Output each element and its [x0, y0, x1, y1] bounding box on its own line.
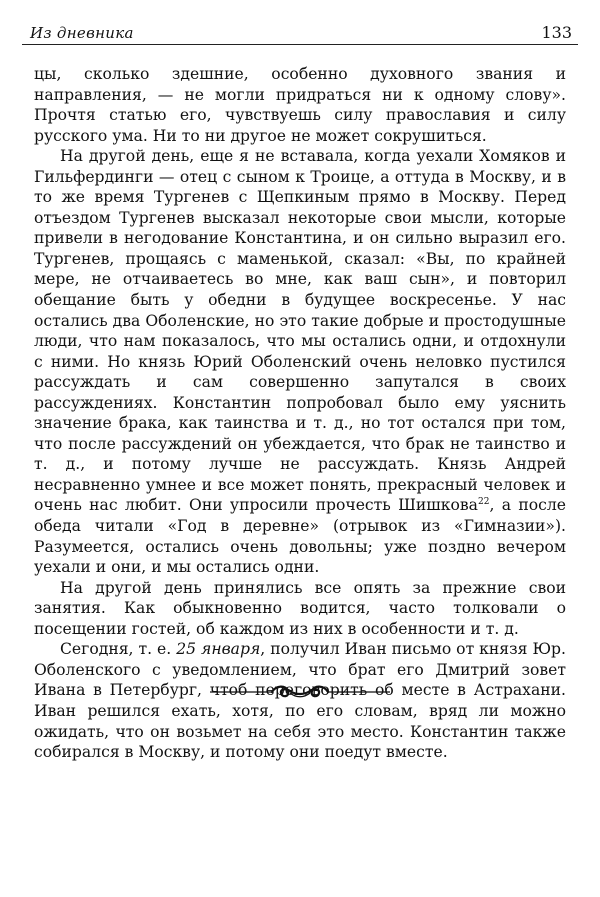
paragraph-text: На другой день, еще я не вставала, когда уехали Хомяков и Гильфердинги — отец с сыном к Троице, а оттуда в Москву, и в то же время Тургенев с Щепкиным прямо в Москву. Перед отъездом Тургенев высказал некоторые свои мысли, которые привели в негодование Константина, и он сильно выразил его. Тургенев, прощаясь с маменькой, сказал: «Вы, по крайней мере, не отчаиваетесь во мне, как ваш сын», и повторил обещание быть у обедни в будущее воскресенье. У нас остались два Оболенские, но это такие добрые и простодушные люди, что нам показалось, что мы остались одни, и отдохнули с ними. Но князь Юрий Оболенский очень неловко пустился рассуждать и сам совершенно запутался в своих рассуждениях. Константин попробовал было ему уяснить значение брака, как таинства и т. д., но тот остался при том, что после рассуждений он убеждается, что брак не таинство и т. д., и потому лучше не рассуждать. Князь Андрей несравненно умнее и все может понять, прекрасный человек и очень нас любит. Они упросили прочесть Шишкова [34, 147, 566, 515]
main-text [34, 64, 566, 763]
paragraph-continued: цы, сколько здешние, особенно духовного звания и направления, — не могли придраться ни к одному слову». Прочтя статью его, чувствуешь силу православия и силу русского ума. Ни то ни другое не может сокрушиться. [34, 65, 566, 145]
paragraph-text: , получил Иван письмо от князя Юр. Оболенского с уведомлением, что брат его Дмитрий зовет Ивана в Петербург, чтоб переговорить об месте в Астрахани. Иван решился ехать, хотя, по его словам, вряд ли можно ожидать, что он возьмет на себя это место. Константин также собирался в Москву, и потому они поедут вместе. [34, 640, 566, 762]
running-header [22, 20, 578, 45]
flourish-ornament-icon [210, 682, 390, 702]
paragraph-text: Сегодня, т. е. [60, 640, 177, 659]
footnote-reference[interactable]: 22 [477, 497, 490, 508]
page-number: 133 [541, 23, 572, 42]
paragraph-next-day: На другой день принялись все опять за прежние свои занятия. Как обыкновенно водится, часто толковали о посещении гостей, об каждом из них в особенности и т. д. [34, 578, 566, 638]
paragraph-text: , а после обеда читали «Год в деревне» (отрывок из «Гимназии»). Разумеется, остались очень довольны; уже поздно вечером уехали и они, и мы остались одни. [34, 496, 566, 577]
date-emphasis: 25 января [176, 640, 261, 659]
running-title: Из дневника [30, 24, 134, 42]
paragraph-turgenev-departure [34, 146, 566, 577]
